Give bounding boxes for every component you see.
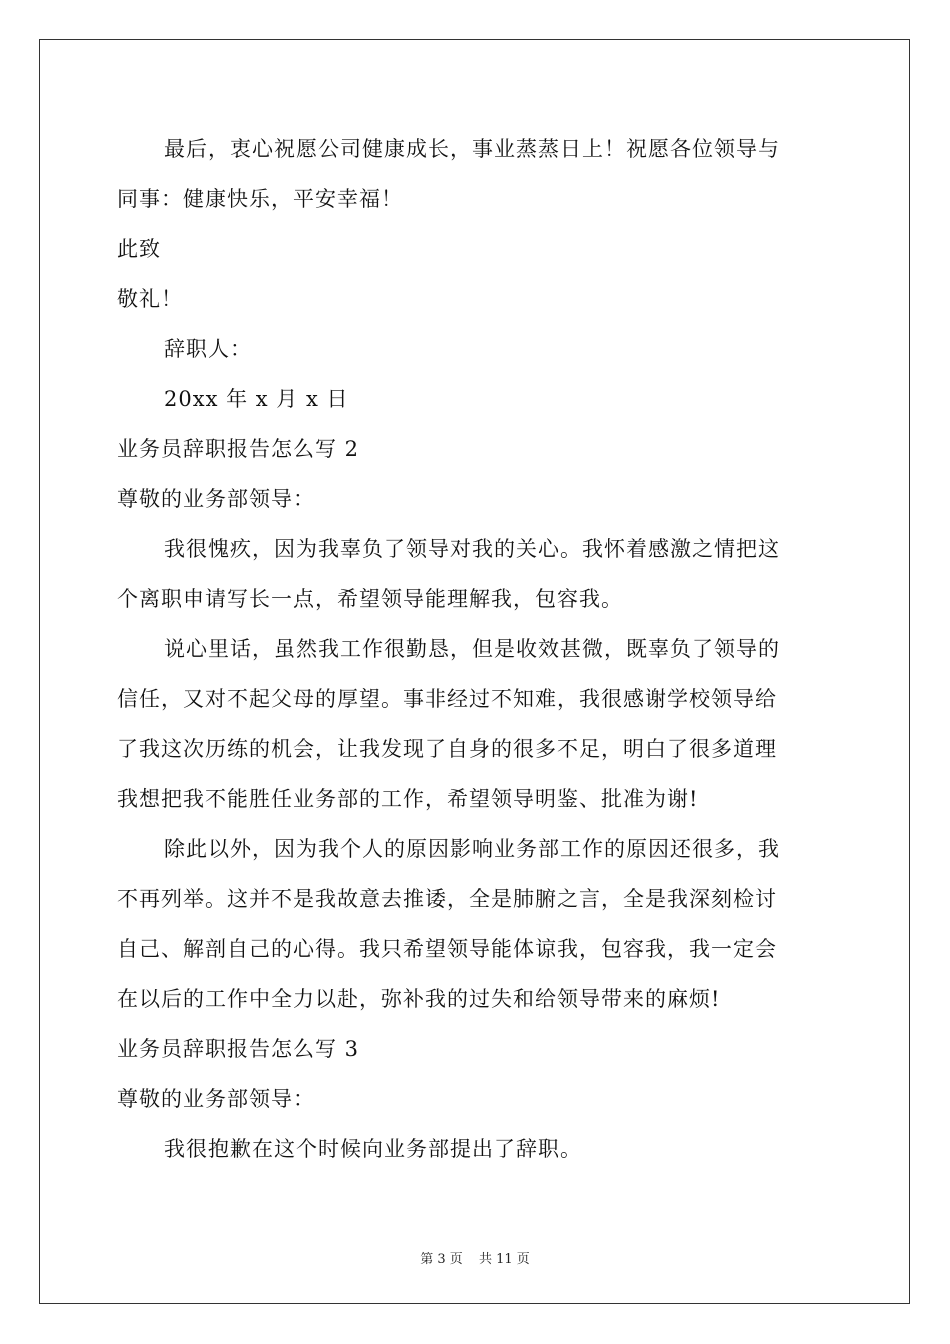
document-body [117, 124, 833, 1174]
paragraph-line: 我很愧疚，因为我辜负了领导对我的关心。我怀着感激之情把这 [164, 537, 780, 561]
section-heading: 业务员辞职报告怎么写 2 [117, 437, 360, 461]
paragraph-line: 个离职申请写长一点，希望领导能理解我，包容我。 [117, 587, 623, 611]
closing-line: 敬礼！ [117, 287, 183, 311]
paragraph-line: 除此以外，因为我个人的原因影响业务部工作的原因还很多，我 [164, 837, 780, 861]
date-line: 20xx 年 x 月 x 日 [164, 387, 349, 411]
paragraph-line: 了我这次历练的机会，让我发现了自身的很多不足，明白了很多道理 [117, 737, 777, 761]
salutation: 尊敬的业务部领导： [117, 1087, 315, 1111]
closing-line: 此致 [117, 237, 161, 261]
paragraph-line: 最后，衷心祝愿公司健康成长，事业蒸蒸日上！祝愿各位领导与 [164, 137, 780, 161]
paragraph-line: 自己、解剖自己的心得。我只希望领导能体谅我，包容我，我一定会 [117, 937, 777, 961]
page-total: 共 11 页 [478, 1252, 530, 1267]
paragraph-line: 同事：健康快乐，平安幸福！ [117, 187, 403, 211]
paragraph-line: 不再列举。这并不是我故意去推诿，全是肺腑之言，全是我深刻检讨 [117, 887, 777, 911]
page-number: 第 3 页 [420, 1252, 463, 1267]
signature-line: 辞职人： [164, 337, 252, 361]
paragraph-line: 说心里话，虽然我工作很勤恳，但是收效甚微，既辜负了领导的 [164, 637, 780, 661]
paragraph-line: 在以后的工作中全力以赴，弥补我的过失和给领导带来的麻烦! [117, 987, 721, 1011]
paragraph-line: 信任，又对不起父母的厚望。事非经过不知难，我很感谢学校领导给 [117, 687, 777, 711]
paragraph-line: 我想把我不能胜任业务部的工作，希望领导明鉴、批准为谢! [117, 787, 699, 811]
paragraph-line: 我很抱歉在这个时候向业务部提出了辞职。 [164, 1137, 582, 1161]
page-footer [0, 1248, 950, 1267]
salutation: 尊敬的业务部领导： [117, 487, 315, 511]
section-heading: 业务员辞职报告怎么写 3 [117, 1037, 360, 1061]
